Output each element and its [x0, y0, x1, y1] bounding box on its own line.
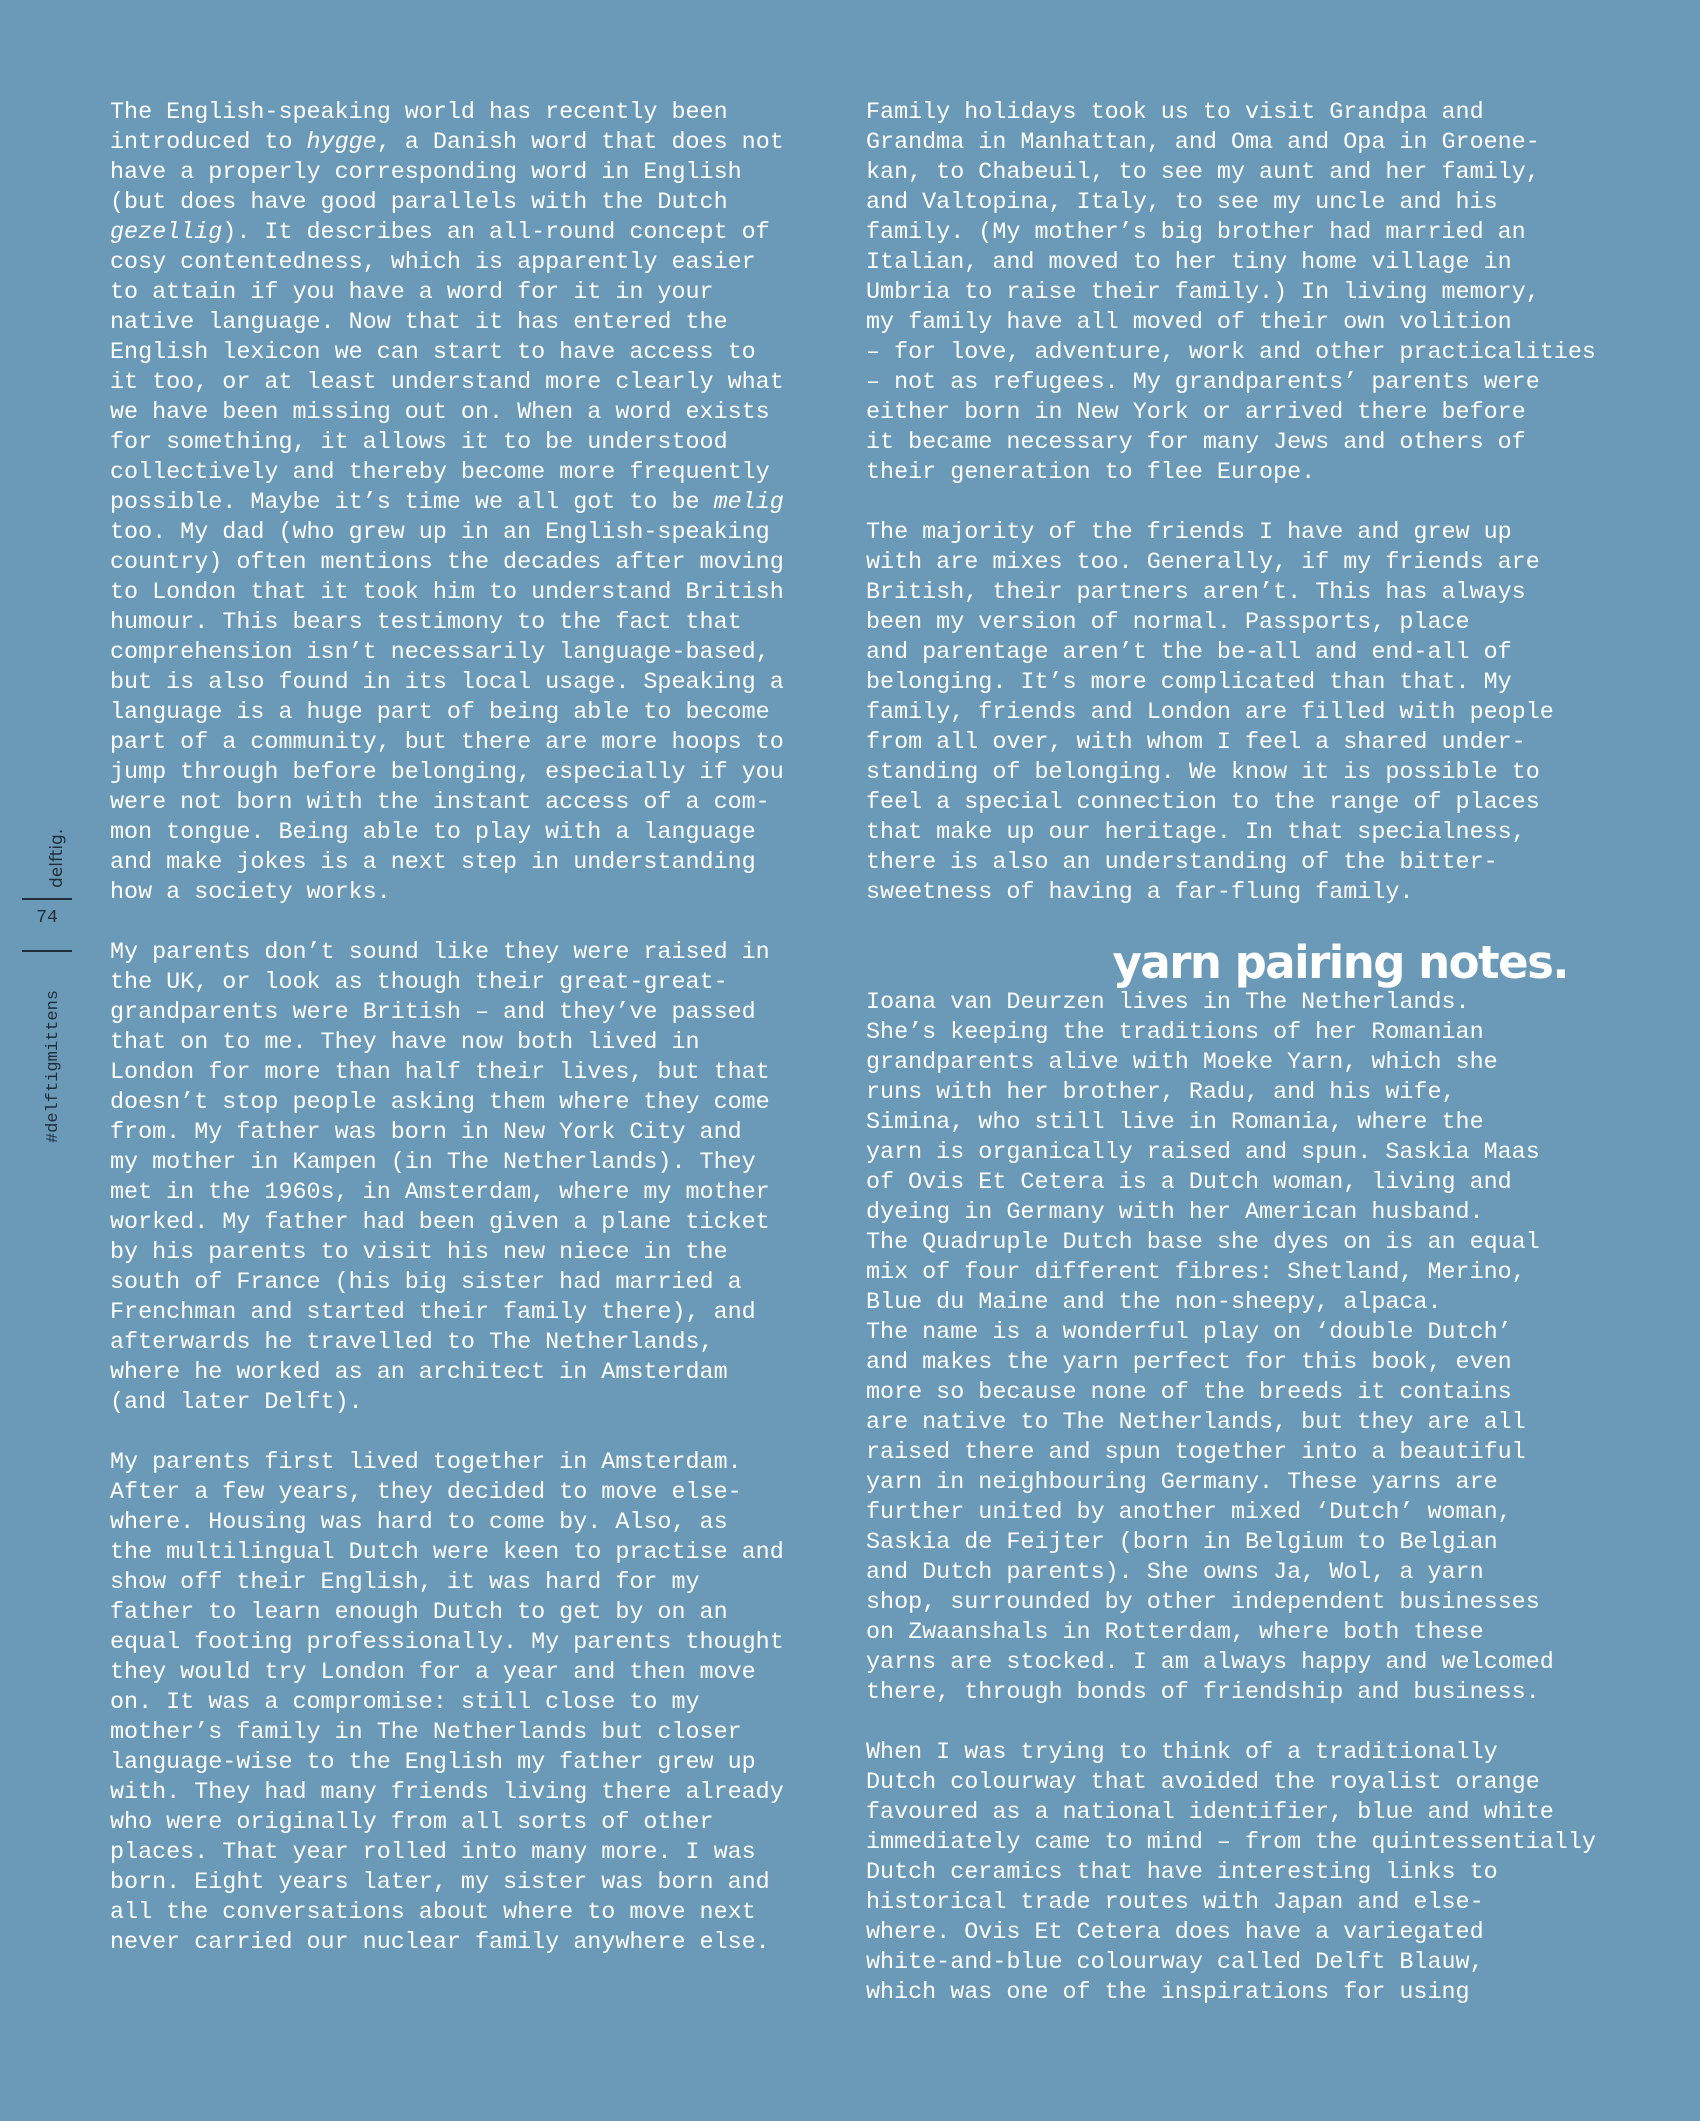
margin-rule-top: [22, 898, 72, 900]
right-paragraph-4: When I was trying to think of a traditionally Dutch colourway that avoided the royalist orange favoured as a national identifier, blue and white immediately came to mind – from the quintessentially Dutch ceramics that have interesting links to historical trade routes with Japan and else- where. Ovis Et Cetera does have a variegated white-and-blue colourway called Delft Blauw, which was one of the inspirations for using: [866, 1740, 1596, 2006]
left-paragraph-3: My parents first lived together in Amsterdam. After a few years, they decided to move else- where. Housing was hard to come by. Also, as the multilingual Dutch were keen to practise and show off their English, it was hard for my father to learn enough Dutch to get by on an equal footing professionally. My parents thought they would try London for a year and then move on. It was a compromise: still close to my mother’s family in The Netherlands but closer language-wise to the English my father grew up with. They had many friends living there already who were originally from all sorts of other places. That year rolled into many more. I was born. Eight years later, my sister was born and all the conversations about where to move next never carried our nuclear family anywhere else.: [110, 1450, 784, 1956]
right-column: [866, 98, 1606, 2038]
left-paragraph-1: [110, 98, 850, 908]
section-heading: yarn pairing notes.: [1112, 936, 1568, 989]
margin-rule-bottom: [22, 950, 72, 952]
para-text: too. My dad (who grew up in an English-speaking country) often mentions the decades after moving to London that it took him to understand British humour. This bears testimony to the fact that comprehension isn’t necessarily language-based, but is also found in its local usage. Speaking a language is a huge part of being able to become part of a community, but there are more hoops to jump through before belonging, especially if you were not born with the instant access of a com- mon tongue. Being able to play with a language and make jokes is a next step in understanding how a society works.: [110, 520, 784, 906]
right-paragraph-3: Ioana van Deurzen lives in The Netherlands. She’s keeping the traditions of her Romanian grandparents alive with Moeke Yarn, which she runs with her brother, Radu, and his wife, Simina, who still live in Romania, where the yarn is organically raised and spun. Saskia Maas of Ovis Et Cetera is a Dutch woman, living and dyeing in Germany with her American husband. The Quadruple Dutch base she dyes on is an equal mix of four different fibres: Shetland, Merino, Blue du Maine and the non-sheepy, alpaca. The name is a wonderful play on ‘double Dutch’ and makes the yarn perfect for this book, even more so because none of the breeds it contains are native to The Netherlands, but they are all raised there and spun together into a beautiful yarn in neighbouring Germany. These yarns are further united by another mixed ‘Dutch’ woman, Saskia de Feijter (born in Belgium to Belgian and Dutch parents). She owns Ja, Wol, a yarn shop, surrounded by other independent businesses on Zwaanshals in Rotterdam, where both these yarns are stocked. I am always happy and welcomed there, through bonds of friendship and business.: [866, 990, 1554, 1706]
left-paragraph-2: My parents don’t sound like they were raised in the UK, or look as though their great-great- grandparents were British – and they’ve passed that on to me. They have now both lived in London for more than half their lives, but that doesn’t stop people asking them where they come from. My father was born in New York City and my mother in Kampen (in The Netherlands). They met in the 1960s, in Amsterdam, where my mother worked. My father had been given a plane ticket by his parents to visit his new niece in the south of France (his big sister had married a Frenchman and started their family there), and afterwards he travelled to The Netherlands, where he worked as an architect in Amsterdam (and later Delft).: [110, 940, 770, 1416]
para-text: ). It describes an all-round concept of cosy contentedness, which is apparently easier to attain if you have a word for it in your native language. Now that it has entered the English lexicon we can start to have access to it too, or at least understand more clearly what we have been missing out on. When a word exists for something, it allows it to be understood collectively and thereby become more frequently possible. Maybe it’s time we all got to be: [110, 220, 784, 516]
page-number: 74: [36, 908, 58, 928]
hashtag-label: #delftigmittens: [44, 989, 63, 1143]
right-paragraph-1: Family holidays took us to visit Grandpa and Grandma in Manhattan, and Oma and Opa in Groene- kan, to Chabeuil, to see my aunt and her family, and Valtopina, Italy, to see my uncle and his family. (My mother’s big brother had married an Italian, and moved to her tiny home village in Umbria to raise their family.) In living memory, my family have all moved of their own volition – for love, adventure, work and other practicalities – not as refugees. My grandparents’ parents were either born in New York or arrived there before it became necessary for many Jews and others of their generation to flee Europe.: [866, 100, 1596, 486]
margin-hashtag: [22, 960, 72, 1170]
para-text: , a Danish word that does not have a properly corresponding word in English (but does have good parallels with the Dutch: [110, 130, 784, 216]
italic-word-melig: melig: [713, 490, 784, 516]
right-paragraph-2: The majority of the friends I have and grew up with are mixes too. Generally, if my friends are British, their partners aren’t. This has always been my version of normal. Passports, place and parentage aren’t the be-all and end-all of belonging. It’s more complicated than that. My family, friends and London are filled with people from all over, with whom I feel a shared under- standing of belonging. We know it is possible to feel a special connection to the range of places that make up our heritage. In that specialness, there is also an understanding of the bitter- sweetness of having a far-flung family.: [866, 520, 1554, 906]
left-column: [110, 98, 850, 1988]
margin-brand: [22, 770, 72, 890]
italic-word-gezellig: gezellig: [110, 220, 223, 246]
italic-word-hygge: hygge: [306, 130, 377, 156]
brand-label: delftig.: [47, 828, 67, 888]
para-text: The English-speaking world has recently been introduced to: [110, 100, 728, 156]
margin-strip: [22, 770, 72, 1170]
